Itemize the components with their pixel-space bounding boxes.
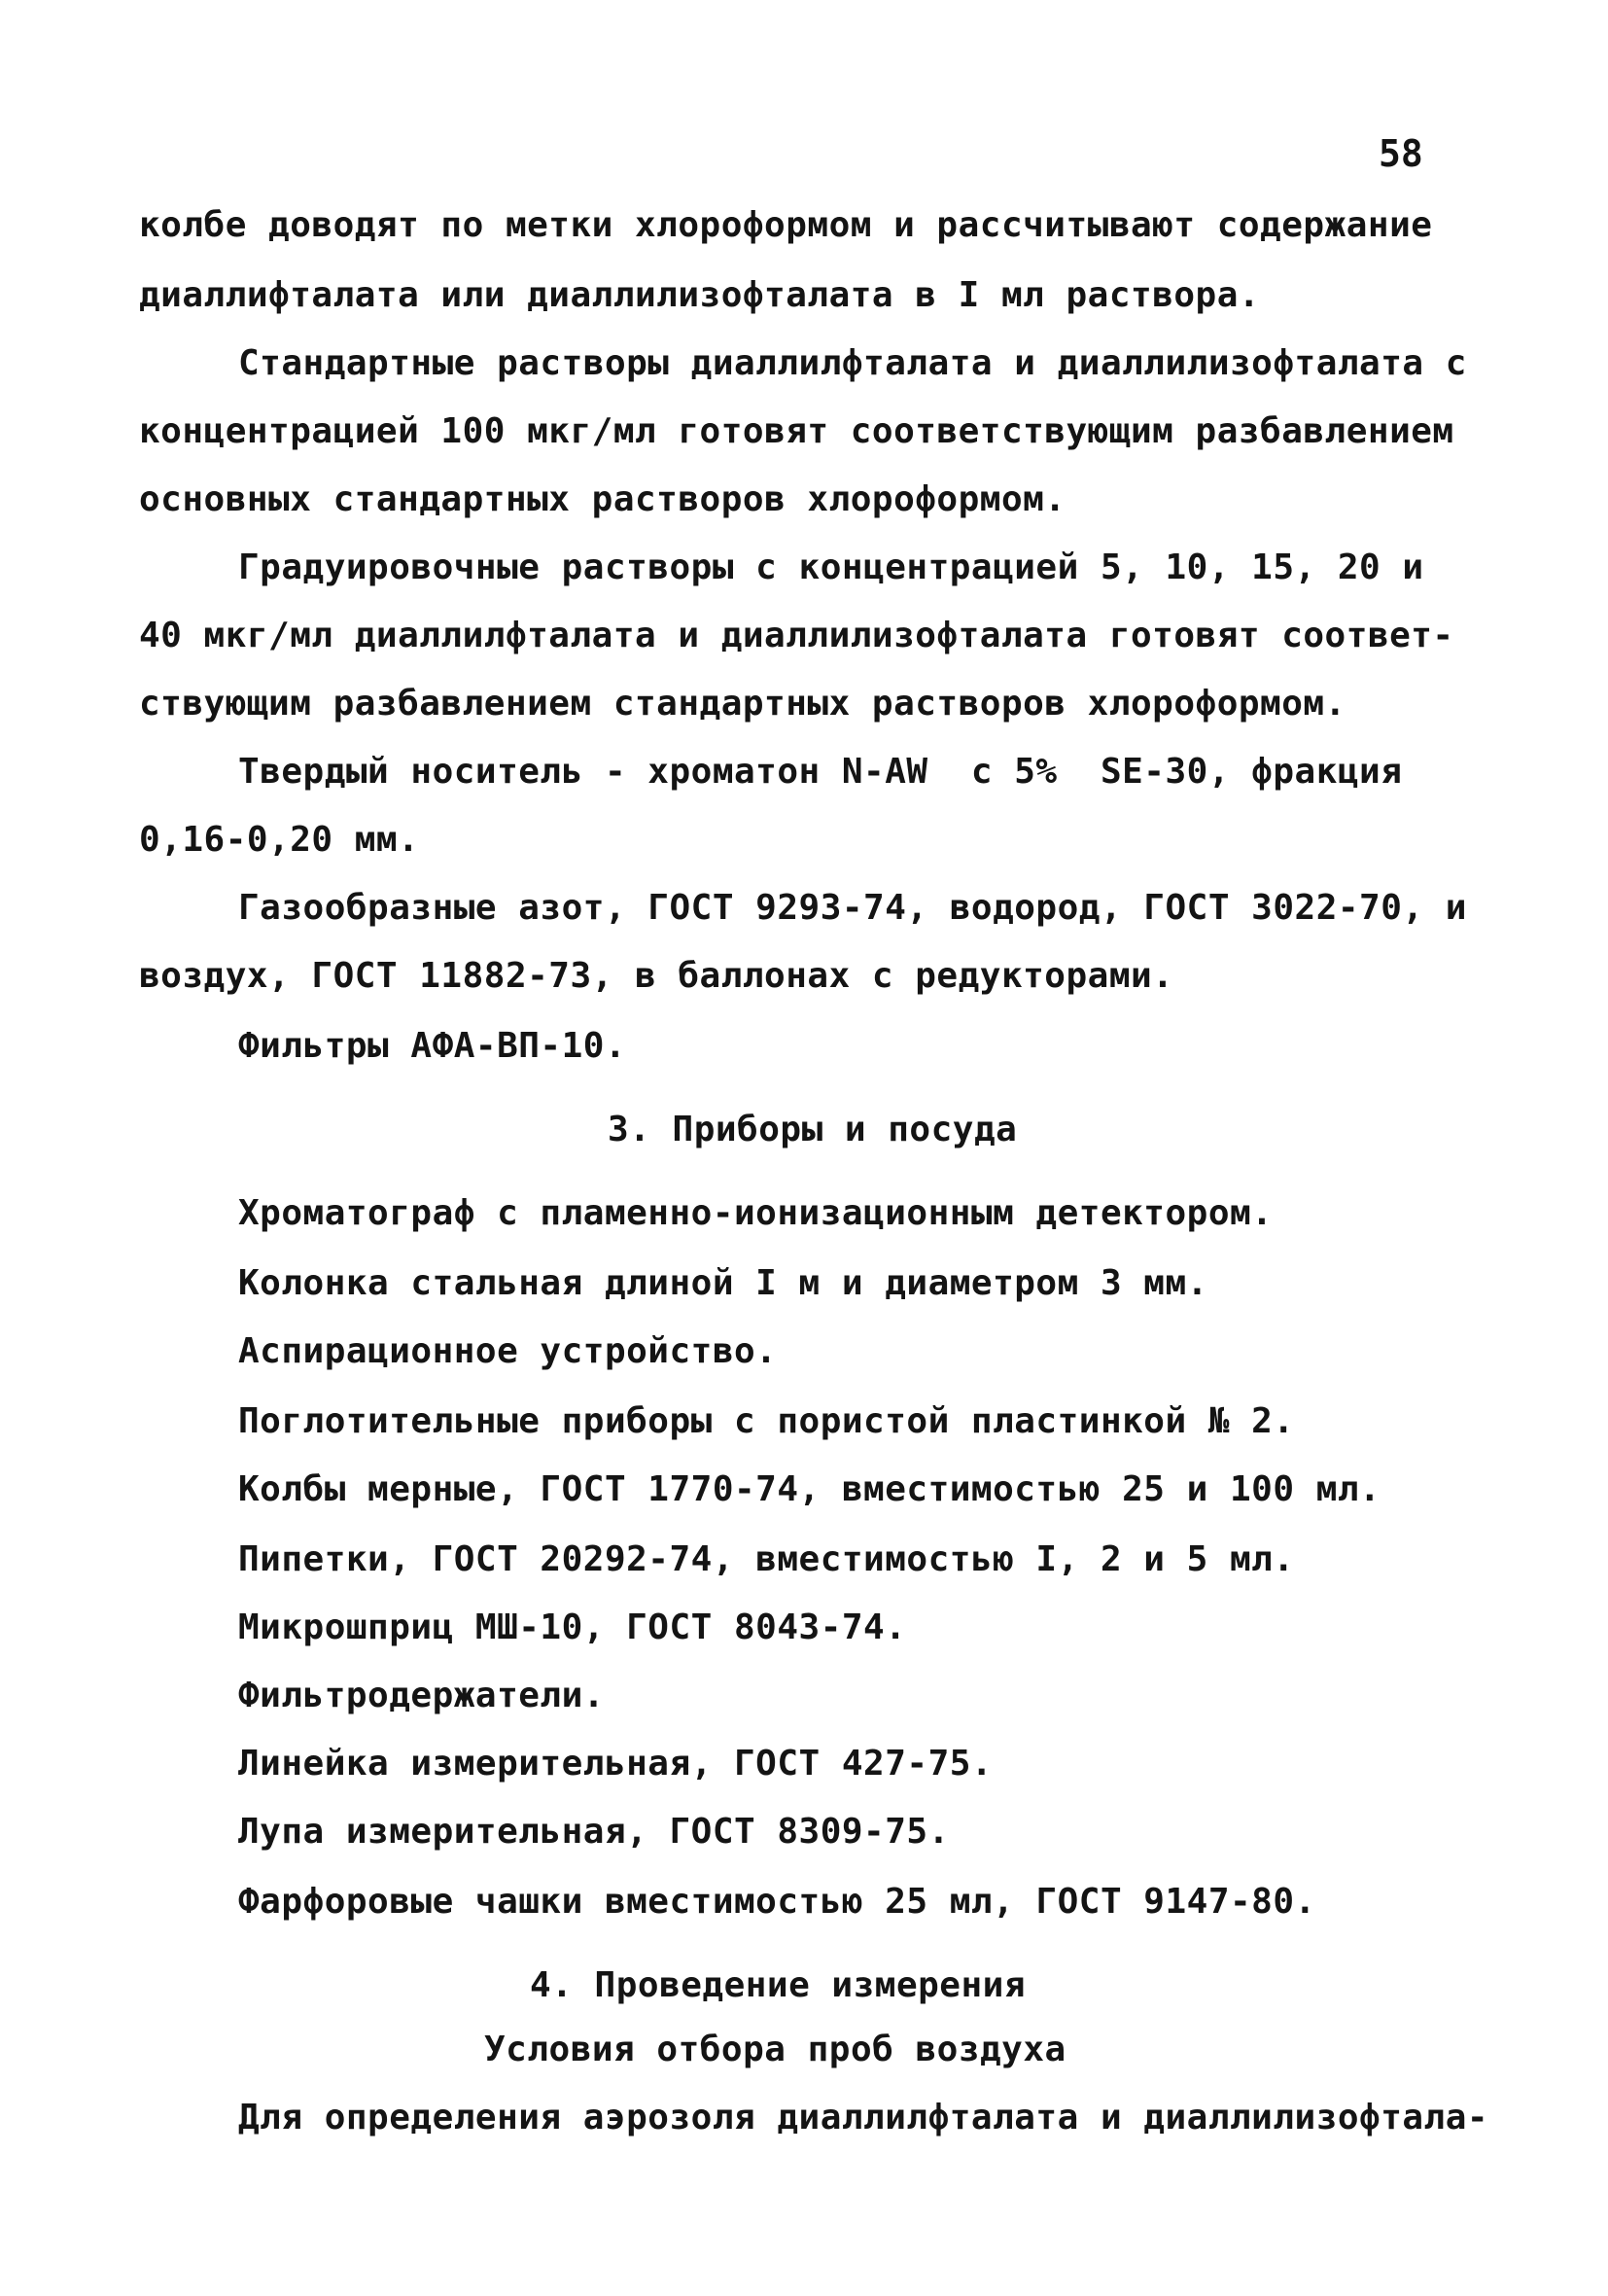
paragraph-line: 40 мкг/мл диаллилфталата и диаллилизофталата готовят соответ- (139, 616, 1454, 655)
paragraph-line: 0,16-0,20 мм. (139, 820, 420, 860)
paragraph-line: воздух, ГОСТ 11882-73, в баллонах с редукторами. (139, 956, 1174, 996)
paragraph-line: концентрацией 100 мкг/мл готовят соответствующим разбавлением (139, 411, 1454, 451)
list-item: Хроматограф с пламенно-ионизационным детектором. (238, 1193, 1274, 1233)
paragraph-line: Твердый носитель - хроматон N-AW с 5% SE-30, фракция (238, 752, 1403, 792)
section-heading: 3. Приборы и посуда (608, 1110, 1018, 1149)
list-item: Колонка стальная длиной I м и диаметром 3 мм. (238, 1263, 1208, 1303)
list-item: Линейка измерительная, ГОСТ 427-75. (238, 1744, 994, 1784)
list-item: Аспирационное устройство. (238, 1331, 778, 1371)
paragraph-line: Газообразные азот, ГОСТ 9293-74, водород, ГОСТ 3022-70, и (238, 888, 1467, 928)
list-item: Фарфоровые чашки вместимостью 25 мл, ГОСТ 9147-80. (238, 1882, 1316, 1922)
list-item: Поглотительные приборы с пористой пластинкой № 2. (238, 1401, 1295, 1441)
paragraph-line: колбе доводят по метки хлороформом и рассчитывают содержание (139, 205, 1433, 245)
list-item: Колбы мерные, ГОСТ 1770-74, вместимостью 25 и 100 мл. (238, 1469, 1381, 1509)
paragraph-line: Стандартные растворы диаллилфталата и диаллилизофталата с (238, 343, 1467, 383)
paragraph-line: Для определения аэрозоля диаллилфталата и диаллилизофтала- (238, 2098, 1489, 2137)
paragraph-line: ствующим разбавлением стандартных растворов хлороформом. (139, 684, 1346, 724)
list-item: Пипетки, ГОСТ 20292-74, вместимостью I, 2 и 5 мл. (238, 1539, 1295, 1579)
list-item: Лупа измерительная, ГОСТ 8309-75. (238, 1812, 950, 1852)
section-heading: 4. Проведение измерения (530, 1965, 1026, 2005)
list-item: Микрошприц МШ-10, ГОСТ 8043-74. (238, 1607, 907, 1647)
list-item: Фильтродержатели. (238, 1676, 605, 1715)
paragraph-line: диаллифталата или диаллилизофталата в I мл раствора. (139, 275, 1261, 315)
paragraph-line: основных стандартных растворов хлороформом. (139, 479, 1066, 519)
section-subheading: Условия отбора проб воздуха (484, 2030, 1066, 2069)
paragraph-line: Фильтры АФА-ВП-10. (238, 1026, 627, 1066)
paragraph-line: Градуировочные растворы с концентрацией 5, 10, 15, 20 и (238, 548, 1424, 587)
page-number: 58 (1379, 132, 1423, 175)
